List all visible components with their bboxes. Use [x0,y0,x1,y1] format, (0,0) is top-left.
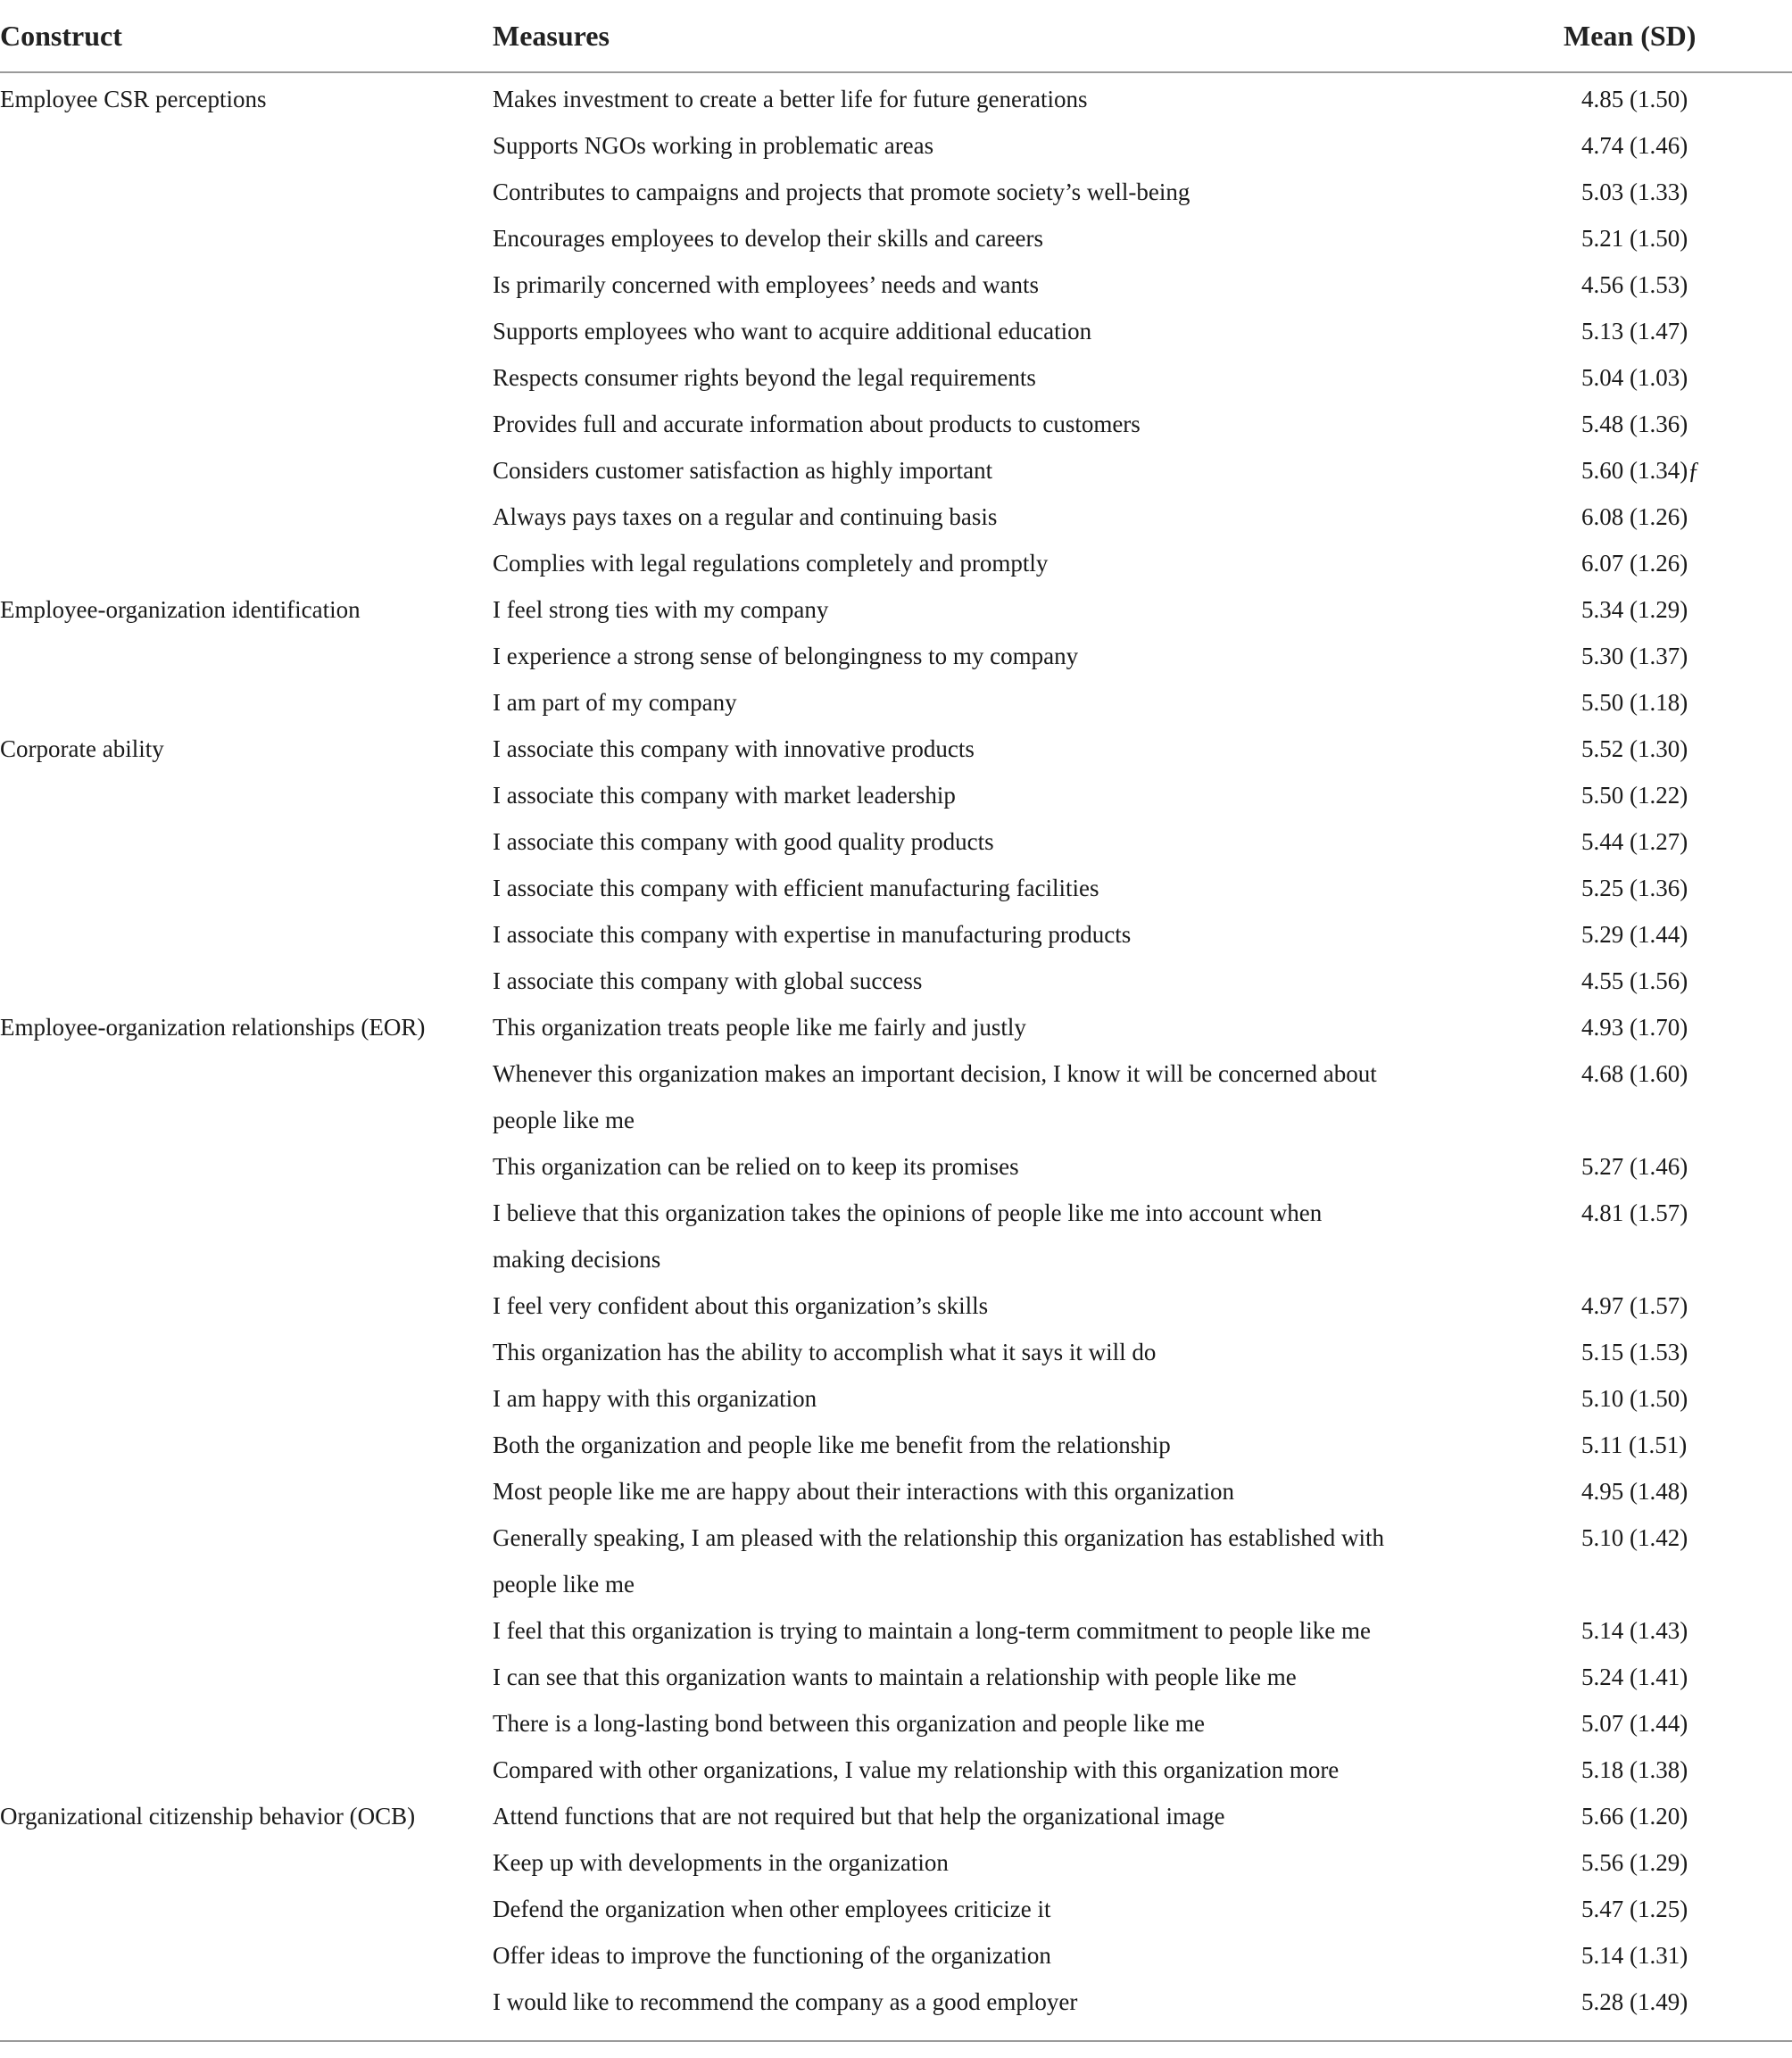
table-row [0,911,1792,958]
table-row [0,772,1792,818]
mean-sd-cell: 5.56 (1.29) [1581,1849,1688,1876]
measure-cell: This organization can be relied on to keep its promises [493,1153,1019,1180]
measure-cell: I associate this company with good quality products [493,828,994,855]
measure-cell: Considers customer satisfaction as highly important [493,457,993,484]
table-row [0,261,1792,308]
table-header [0,0,1792,73]
table-row [0,401,1792,447]
measure-cell: I associate this company with innovative products [493,735,975,762]
table-row [0,1514,1792,1607]
table-row [0,1839,1792,1886]
mean-sd-cell: 4.68 (1.60) [1581,1060,1688,1087]
measure-cell: Compared with other organizations, I value my relationship with this organization more [493,1756,1340,1783]
table-row [0,76,1792,122]
measure-cell: I am happy with this organization [493,1385,817,1412]
table-row [0,818,1792,865]
measure-cell: I am part of my company [493,689,737,716]
mean-sd-cell: 5.34 (1.29) [1581,596,1688,623]
table-row [0,1700,1792,1747]
mean-sd-cell: 5.14 (1.43) [1581,1617,1688,1644]
measure-cell: Attend functions that are not required but that help the organizational image [493,1803,1225,1830]
measure-cell: Keep up with developments in the organization [493,1849,949,1876]
table-row [0,1607,1792,1654]
table-row [0,494,1792,540]
measure-cell: I feel very confident about this organization’s skills [493,1292,989,1319]
table-row [0,1375,1792,1422]
measure-cell: Always pays taxes on a regular and continuing basis [493,503,998,530]
measure-cell: This organization has the ability to accomplish what it says it will do [493,1339,1157,1365]
mean-sd-cell: 5.25 (1.36) [1581,875,1688,901]
mean-sd-cell: 4.55 (1.56) [1581,967,1688,994]
mean-sd-cell: 5.50 (1.22) [1581,782,1688,809]
mean-sd-cell: 5.27 (1.46) [1581,1153,1688,1180]
measure-cell: I associate this company with global success [493,967,923,994]
measure-cell: Provides full and accurate information about products to customers [493,411,1141,437]
table-row [0,865,1792,911]
table-row [0,1190,1792,1282]
table-row [0,354,1792,401]
measure-cell: I can see that this organization wants to maintain a relationship with people like me [493,1664,1297,1690]
measure-cell: I associate this company with expertise in manufacturing products [493,921,1132,948]
table-body [0,73,1792,2025]
table-row [0,447,1792,494]
mean-sd-cell: 5.11 (1.51) [1581,1431,1688,1458]
table-row [0,1422,1792,1468]
header-measures: Measures [493,19,610,52]
measure-cell: I associate this company with efficient manufacturing facilities [493,875,1099,901]
measure-cell: Is primarily concerned with employees’ needs and wants [493,271,1040,298]
table-row [0,1050,1792,1143]
mean-sd-cell: 5.15 (1.53) [1581,1339,1688,1365]
mean-sd-cell: 5.04 (1.03) [1581,364,1688,391]
measure-cell: Supports NGOs working in problematic areas [493,132,934,159]
construct-cell: Corporate ability [0,735,164,762]
table-row [0,122,1792,169]
table-row [0,169,1792,215]
table-row [0,958,1792,1004]
mean-sd-cell: 5.18 (1.38) [1581,1756,1688,1783]
mean-sd-cell: 5.30 (1.37) [1581,643,1688,669]
mean-sd-cell: 5.10 (1.50) [1581,1385,1688,1412]
table-row [0,1654,1792,1700]
measure-cell: I feel that this organization is trying to maintain a long-term commitment to people like me [493,1617,1372,1644]
mean-sd-cell: 4.95 (1.48) [1581,1478,1688,1505]
measure-cell: Whenever this organization makes an important decision, I know it will be concerned about people like me [493,1060,1377,1133]
table-row [0,1468,1792,1514]
mean-sd-cell: 5.21 (1.50) [1581,225,1688,252]
mean-sd-cell: 5.13 (1.47) [1581,318,1688,344]
mean-sd-cell: 5.44 (1.27) [1581,828,1688,855]
table-row [0,540,1792,586]
table-row [0,1747,1792,1793]
measure-cell: Supports employees who want to acquire additional education [493,318,1092,344]
measure-cell: Encourages employees to develop their skills and careers [493,225,1044,252]
table-row [0,1932,1792,1979]
mean-sd-cell: 5.50 (1.18) [1581,689,1688,716]
measure-cell: Both the organization and people like me benefit from the relationship [493,1431,1171,1458]
mean-sd-cell: 5.07 (1.44) [1581,1710,1688,1737]
mean-sd-cell: 6.08 (1.26) [1581,503,1688,530]
table-row [0,1004,1792,1050]
mean-sd-cell: 5.24 (1.41) [1581,1664,1688,1690]
measure-cell: There is a long-lasting bond between this organization and people like me [493,1710,1206,1737]
mean-sd-cell: 5.48 (1.36) [1581,411,1688,437]
measure-cell: This organization treats people like me fairly and justly [493,1014,1026,1041]
table-row [0,679,1792,726]
mean-sd-cell: 5.52 (1.30) [1581,735,1688,762]
mean-sd-cell: 5.10 (1.42) [1581,1524,1688,1551]
measure-cell: Contributes to campaigns and projects that promote society’s well-being [493,178,1191,205]
table-row [0,1329,1792,1375]
mean-sd-cell: 4.85 (1.50) [1581,86,1688,112]
table-row [0,1979,1792,2025]
construct-cell: Employee-organization relationships (EOR) [0,1014,426,1041]
table-row [0,586,1792,633]
measure-cell: Offer ideas to improve the functioning of the organization [493,1942,1051,1969]
table-row [0,1886,1792,1932]
measure-cell: Makes investment to create a better life for future generations [493,86,1088,112]
mean-sd-cell: 5.28 (1.49) [1581,1988,1688,2015]
table-row [0,633,1792,679]
measure-cell: I believe that this organization takes the opinions of people like me into account when making decisions [493,1199,1323,1273]
mean-sd-cell: 6.07 (1.26) [1581,550,1688,577]
measure-cell: I would like to recommend the company as a good employer [493,1988,1078,2015]
mean-sd-cell: 5.66 (1.20) [1581,1803,1688,1830]
mean-sd-cell: 5.03 (1.33) [1581,178,1688,205]
table-row [0,1282,1792,1329]
bottom-rule [0,2040,1792,2042]
measure-cell: Generally speaking, I am pleased with the relationship this organization has established with people like me [493,1524,1384,1597]
construct-cell: Employee CSR perceptions [0,86,267,112]
header-construct: Construct [0,19,122,52]
table-row [0,1793,1792,1839]
measure-cell: Defend the organization when other employees criticize it [493,1896,1051,1922]
mean-sd-cell: 4.97 (1.57) [1581,1292,1688,1319]
table-row [0,308,1792,354]
measure-cell: Complies with legal regulations completely and promptly [493,550,1049,577]
measure-cell: Most people like me are happy about their interactions with this organization [493,1478,1235,1505]
mean-sd-cell: 5.29 (1.44) [1581,921,1688,948]
mean-sd-cell: 4.56 (1.53) [1581,271,1688,298]
measure-cell: I experience a strong sense of belongingness to my company [493,643,1079,669]
mean-sd-cell: 4.74 (1.46) [1581,132,1688,159]
construct-cell: Employee-organization identification [0,596,361,623]
measure-cell: I associate this company with market leadership [493,782,956,809]
mean-sd-cell: 5.47 (1.25) [1581,1896,1688,1922]
mean-sd-cell: 5.60 (1.34)ƒ [1581,457,1700,484]
measure-cell: Respects consumer rights beyond the legal requirements [493,364,1036,391]
mean-sd-cell: 4.81 (1.57) [1581,1199,1688,1226]
construct-cell: Organizational citizenship behavior (OCB) [0,1803,416,1830]
measure-cell: I feel strong ties with my company [493,596,829,623]
table-row [0,1143,1792,1190]
table-row [0,726,1792,772]
mean-sd-cell: 5.14 (1.31) [1581,1942,1688,1969]
header-mean-sd: Mean (SD) [1564,19,1697,52]
mean-sd-cell: 4.93 (1.70) [1581,1014,1688,1041]
table-row [0,215,1792,261]
